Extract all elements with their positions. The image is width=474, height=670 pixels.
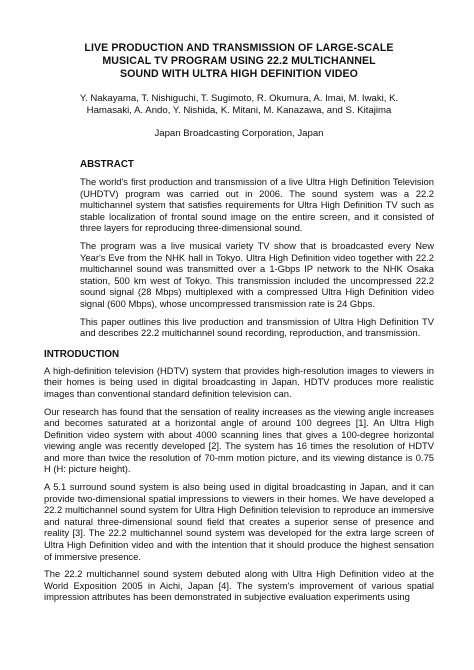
title-line: MUSICAL TV PROGRAM USING 22.2 MULTICHANNEL — [102, 55, 376, 67]
introduction-heading: INTRODUCTION — [44, 348, 120, 360]
abstract-paragraph: The program was a live musical variety TV show that is broadcasted every New Year's Eve from the NHK hall in Tokyo. Ultra High Definition video together with 22.2 multichannel sound was transmitted over a 1-Gbps IP network to the NHK Osaka station, 500 km west of Tokyo. This transmission included the uncompressed 22.2 sound signal (28 Mbps) multiplexed with a compressed Ultra High Definition video signal (600 Mbps), whose uncompressed transmission rate is 24 Gbps. — [80, 239, 434, 309]
introduction-section — [44, 349, 434, 603]
author-list — [44, 93, 434, 117]
introduction-paragraph: Our research has found that the sensation of reality increases as the viewing angle increases and becomes saturated at a horizontal angle of around 100 degrees [1]. An Ultra High Definition video system with about 4000 scanning lines that gives a 100-degree horizontal viewing angle was recently developed [2]. The system has 16 times the resolution of HDTV and more than twice the resolution of 70-mm motion picture, and its viewing distance is 0.75 H (H: picture height). — [44, 405, 434, 475]
title-line: LIVE PRODUCTION AND TRANSMISSION OF LARGE-SCALE — [84, 42, 394, 54]
authors-line: Y. Nakayama, T. Nishiguchi, T. Sugimoto, R. Okumura, A. Imai, M. Iwaki, K. — [79, 93, 399, 104]
introduction-paragraph: The 22.2 multichannel sound system debuted along with Ultra High Definition video at the World Exposition 2005 in Aichi, Japan [4]. The system's improvement of various spatial impression attributes has been demonstrated in subjective evaluation experiments using — [44, 568, 434, 603]
abstract-heading: ABSTRACT — [80, 159, 134, 170]
abstract-paragraph: This paper outlines this live production and transmission of Ultra High Definition TV and describes 22.2 multichannel sound recording, reproduction, and transmission. — [80, 315, 434, 339]
affiliation: Japan Broadcasting Corporation, Japan — [154, 128, 324, 139]
abstract-section — [44, 159, 434, 339]
abstract-paragraph: The world's first production and transmission of a live Ultra High Definition Television (UHDTV) program was carried out in 2006. The sound system was a 22.2 multichannel system that satisfies requirements for Ultra High Definition TV such as stable localization of frontal sound image on the entire screen, and it consisted of three layers for reproducing three-dimensional sound. — [80, 176, 434, 234]
introduction-paragraph: A 5.1 surround sound system is also being used in digital broadcasting in Japan, and it can provide two-dimensional spatial impressions to viewers in their homes. We have developed a 22.2 multichannel sound system for Ultra High Definition television to reproduce an immersive and natural three-dimensional sound field that creates a superior sense of presence and reality [3]. The 22.2 multichannel sound system was developed for the extra large screen of Ultra High Definition video and with the intention that it should produce the highest sensation of immersive presence. — [44, 481, 434, 562]
paper-title — [50, 42, 428, 81]
authors-line: Hamasaki, A. Ando, Y. Nishida, K. Mitani, M. Kanazawa, and S. Kitajima — [86, 105, 392, 116]
introduction-paragraph: A high-definition television (HDTV) system that provides high-resolution images to viewers in their homes is being used in digital broadcasting in Japan. HDTV produces more realistic images than conventional standard definition television can. — [44, 364, 434, 399]
title-line: SOUND WITH ULTRA HIGH DEFINITION VIDEO — [119, 68, 359, 80]
